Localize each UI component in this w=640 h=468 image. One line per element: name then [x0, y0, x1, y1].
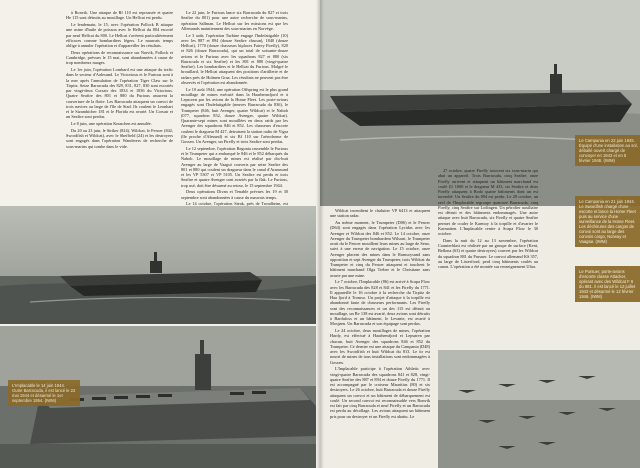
photo-image — [438, 350, 640, 468]
caption-campania-top: Le Campania en 22 juin 1945. Équipé d'une installation au sol, déballé ouvert chargé de convoyer en 1943 et en 8 février 1946. (IWM) — [575, 135, 640, 166]
paragraph: Au même moment, le Trumpeter (D06) et le Fencer (D64) sont engagés dans l'opération Lycidas avec les Avenger et Wildcat des 846 et 852. Le 14 octobre, onze Avenger du Trumpeter bombardent Wilsoni, le Trumpeter avait du le Fencer mouillent leurs mines au large de Seno, suivi à une erreur de navigation. Le 15 octobre, onze Avenger placent des mines dans le Ramsoysund sans opposition et sept Avenger du Trumpeter, trois Wildcat du Trumpeter et cinq du Fencer attaquent et touchent le bâtiment marchand Olga Treber et le Christiane sans avarie par une mine. — [330, 220, 430, 278]
right-page — [320, 0, 640, 468]
aircraft-formation-photo — [438, 350, 640, 468]
photo-image — [0, 206, 316, 324]
caption-campania-middle: Le Campania en 21 juin 1944. Le Swordfish chargé d'une escorte et lance la Home Fleet puis au service d'une surveillance de la Home Fleet. Les déchirures des cargos de convoi sont au large des convois cargo, Norway et Vaagsø. (IWM) — [575, 196, 640, 247]
right-column-1 — [330, 208, 430, 466]
paragraph: Deux opérations de reconnaissance sur Narvik, Pollock et Cambridge, prévues le 15 mai, sont abandonnées à cause de trop nombreux nuages. — [66, 49, 173, 66]
paragraph: 27 octobre, quatre Firefly trouvent six sous-marin qui abat un appareil. Trois Barracuda, cinq Seafire, onze Firefly arrivent et attaquent un bâtiment marchand est coulé (U 1060 et le dragueur M 433, six Seafire et deux Firefly attaquent à Bodo quatre bâtiments dont un est incendié. Un Seafire du 894 est perdu. Le 28 octobre, un raid de l'Implacable regroupe quatorze Barracuda, cinq Firefly, cinq Seafire sur Lodingen. Un pétrolier auxiliaire est détruit et des bâtiments endommagés. Une autre attaque avec huit Barracuda, six Firefly et quatre Seafire permet de couler le Karmoy à la torpille et d'avarier le Karmatten. L'Implacable rentre à Scapa Flow le 30 octobre. — [438, 168, 538, 236]
caption-pursuer: Le Pursuer, porte-avions d'escorte classe Attacker, opérant avec des Wildcat F 6 du 881. Il est lancé le 12 juillet 1942 et désarmé le 12 février 1946. (IWM) — [575, 266, 640, 302]
paragraph: à Ronvik. Une attaque de Bf 110 est repoussée et quatre He 115 sont détruits au mouillage. Un Hellcat est perdu. — [66, 10, 173, 21]
paragraph: Le 12 septembre, l'opération Begonia rassemble le Furious et le Trumpeter qui a embarqué le 846 et le 852 débarqués du Nabob. Le mouillage de mines est réalisé par dix-huit Avenger au large de Vaagsö couverts par seize Seafire des 801 et 880 qui coulent un dragueur dans le canal d'Aramsund et les VP 5307 et VP 5105. Un Seafire est perdu et trois Seafire et quatre Avenger sont avariés par la flak. Le Furious, trop usé, doit être désarmé au retour, le 15 septembre 1944. — [181, 145, 288, 188]
paragraph: Dans la nuit du 12 au 13 novembre, l'opération Counterblast est réalisée par un groupe de surface (Kent, Bellona (63) et quatre destroyers) couvert par les Wildcat du squadron 881 du Pursuer. Le convoi allemand KS 357, au large de Listerfiord, perd cinq bâtiments coulés au canon. L'opération a été montée sur renseignement Ultra. — [438, 237, 538, 269]
paragraph: Deux opérations Divan et Tenable prévues les 19 et 30 septembre sont abandonnées à cause du mauvais temps. — [181, 189, 288, 200]
paragraph: Wildcat incendient le chalutier VP 6413 et attaquent une station radar. — [330, 208, 430, 219]
paragraph: L'Implacable participe à l'opération Athletic avec vingt-quatre Barracuda des squadrons 841 et 828, vingt-quatre Seafire des 887 et 894 et douze Firefly du 1771. Il est accompagné par le croiseur Mauritius (80) et six destroyers. Le 26 octobre, huit Barracuda et douze Firefly attaquent un convoi et un bâtiment de débarquement est coulé. Un second convoi est reconnaissable vers Ronvik est fait par cinq Barracuda et neuf Firefly et un Barracuda est perdu au décollage. Les avions attaquent un bâtiment pris pour un destroyer et un Firefly est abattu. Le — [330, 366, 430, 419]
right-column-2 — [438, 168, 538, 370]
carrier-photo-indefatigable — [0, 206, 316, 324]
paragraph: Le 3 août, l'opération Turbine engage l'Indefatigable (10) avec les 887 et 894 (douze Seafire chacun), 1840 (douze Hellcat), 1770 (douze chasseurs biplaces Fairey Firefly), 820 et 826 (douze Barracuda), qui un total de soixante-douze avions et le Furious avec les squadrons 827 et 880 (six Barracuda et six Seafire) et les 801 et 880 (vingt-quatre Seafire). Les bombardiers et le Hellcat du Furious. Malgré le brouillard, le Hellcat attaquent des positions d'artillerie et de radars près de Holmen Graa. Les résultats ne peuvent pas être observés et l'opération est abandonnée. — [181, 32, 288, 85]
paragraph: Du 20 au 23 juin, le Striker (824), Wildcat, le Fencer (842, Swordfish et Wildcat), avec le Sheffield (24) et les destroyers sont engagés dans l'opération Wanderers de recherche de sous-marins qui tombe dans le vide. — [66, 127, 173, 149]
page-gutter — [316, 0, 324, 468]
paragraph: Le lendemain, le 15, avec l'opération Pollock B attaque une usine d'huile de poisson avec le Hellcat du 804 escorté par neuf Hellcat du 800. Le Hellcat s'avèrent particulièrement efficaces comme bombardiers légers. Le mauvais temps oblige à annuler l'opération et d'appareiller les résultats. — [66, 22, 173, 48]
caption-implacable: L'Implacable le 14 juin 1944. Outre Barracuda, il est lancé le 22 mai 1944 et désarmé le 1er septembre 1954. (IWM) — [8, 380, 80, 406]
paragraph: Le 7 octobre, l'Implacable (86) est arrivé à Scapa Flow avec les Barracuda des 828 et 841 et les Firefly du 1771. Il appareille le 16 octobre à la recherche du Tirpitz de Haa fjord à Tromso. Un projet d'attaque à la torpille est abandonné faute de chasseurs performants. Les Firefly sont des reconnaissances et un des 115 est détruit au mouillage, un Bv 138 est avarié, deux avions sont détruits à Bardufoss et un bâtiment, le Levante, est avarié à Mosjøen. Un Barracuda et son équipage sont perdus. — [330, 279, 430, 327]
paragraph: Le 1er juin, l'opération Lombard est une attaque du trafic dans le secteur d'Aalesund. Le Victorious et le Furious sont à la mer après l'annulation de l'opération Tiger Claw sur le Tirpitz. Seize Barracuda des 829, 831, 827, 830 sont escortés par vingt-deux Corsair des 1834 et 1836 du Victorious. Quatre Seafire des 801 et 880 du Furious assurent la couverture de la flotte. Les Barracuda attaquent un convoi de trois navires au large de l'île de Stad. Ils coulent le Leonhart et le Sizambicher 181 et le Florida est avarié. Un Corsair et un Seafire sont perdus. — [66, 67, 173, 120]
paragraph: Le 14 octobre, l'opération Steak, près de Trondheim, est — [186, 201, 288, 207]
paragraph: Le 22 juin, le Furious lance six Barracuda du 827 et trois Seafire du 801) pour une autre recherche de sous-marins, opération Sallman. Le Hellcat sur les missions est que les Allemands maintiennent des sous-marins en Norvège. — [181, 10, 288, 31]
paragraph: Le 8 juin, une opération Knuschen est annulée. — [71, 121, 152, 126]
paragraph: Le 24 octobre, deux mouillages de mines, l'opération Hardy, est effectué à Haarhemfjord et Lepsøren par chacun, huit Avenger des squadrons 846 et 852 du Trumpeter. Ce dernier est une attaque du Campania (D48) avec les Swordfish et huit Wildcat du 813. Le tir est nourri de mines de tous installations sont endommagées à Gossen. — [330, 328, 430, 365]
paragraph: Le 10 août 1944, une opération Offspring est le plus grand mouillage de mines exécuté dans la Haarhemsfjord et à Lepsoren par les avions de la Home Fleet. Les porte-avions engagés sont l'Indefatigable (neuves Barracuda du 836), le Trumpeter (846, huit Avenger, quatre Wildcat) et le Nabob (077, squadron 852, douze Avenger, quatre Wildcat). Quarante-sept mines sont mouillées en deux raids par les Avenger des squadrons 846 et 852. Les chasseurs d'escorte coulent le dragueur M 427, detruisent la station radio de Vigra (île proche d'Alesund) et six Bf 110 sur l'aérodrome de Gossen. Un Avenger, un Firefly et trois Seafire sont perdus. — [181, 86, 288, 144]
left-column-1 — [66, 10, 173, 206]
